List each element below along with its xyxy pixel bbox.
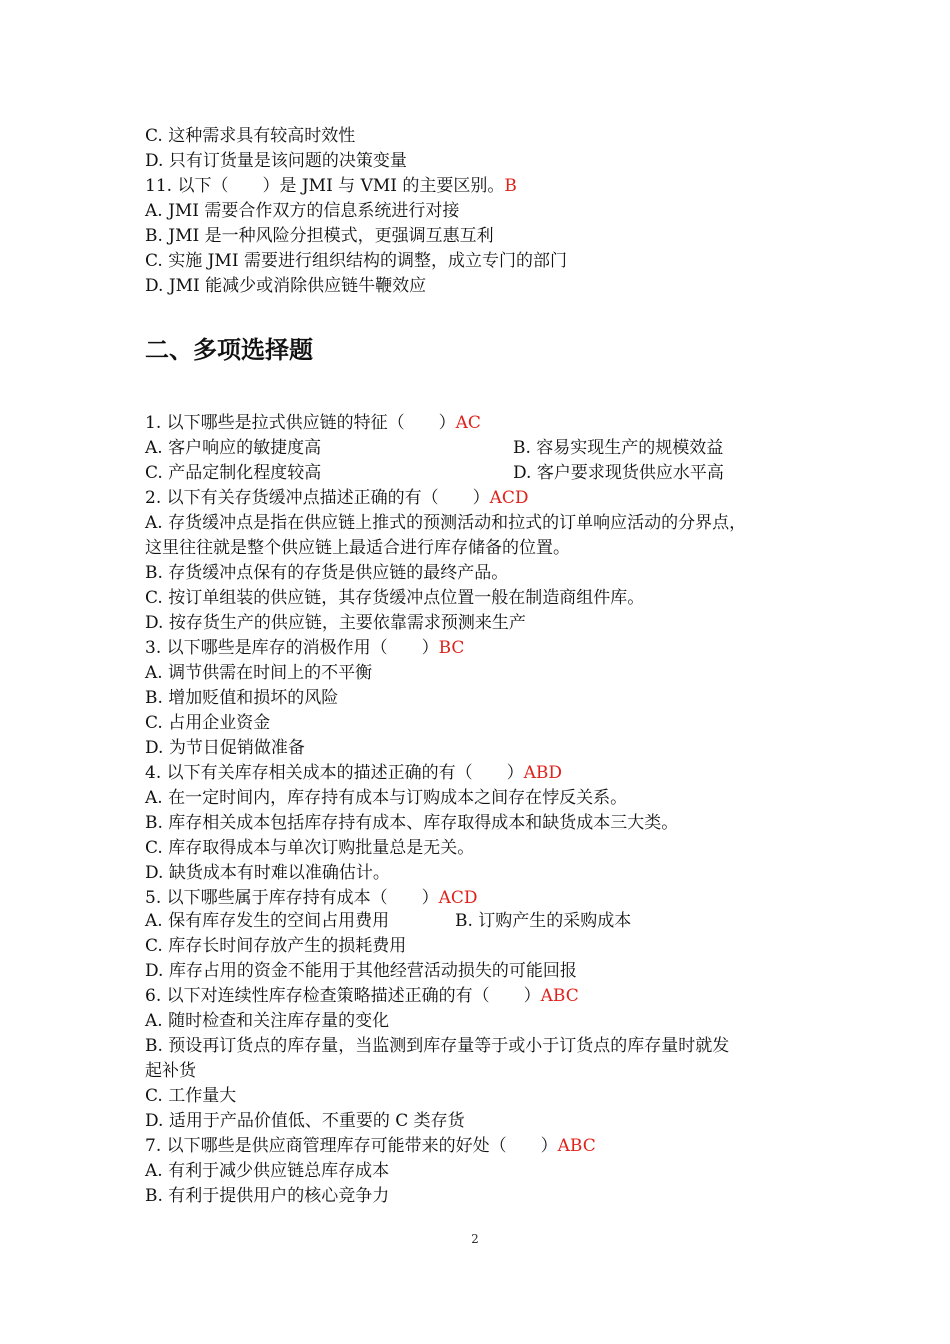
text-line xyxy=(145,124,355,149)
line-text: A. 调节供需在时间上的不平衡 xyxy=(145,663,373,683)
text-line xyxy=(145,511,746,536)
answer-key: ABD xyxy=(523,763,563,783)
line-text: B. 存货缓冲点保有的存货是供应链的最终产品。 xyxy=(145,563,509,583)
line-text: C. 实施 JMI 需要进行组织结构的调整，成立专门的部门 xyxy=(145,251,567,271)
question-stem xyxy=(145,486,529,511)
text-line xyxy=(145,736,305,761)
text-line xyxy=(145,561,508,586)
line-text: C. 库存取得成本与单次订购批量总是无关。 xyxy=(145,838,475,858)
text-line xyxy=(145,861,390,886)
text-line xyxy=(145,786,627,811)
line-text: 起补货 xyxy=(145,1061,196,1081)
line-text: D. 按存货生产的供应链，主要依靠需求预测来生产 xyxy=(145,613,526,633)
answer-key: B xyxy=(504,176,517,196)
line-text: D. 库存占用的资金不能用于其他经营活动损失的可能回报 xyxy=(145,961,577,981)
text-line xyxy=(145,1184,389,1209)
text-line xyxy=(145,959,577,984)
line-text: 3. 以下哪些是库存的消极作用（ ） xyxy=(145,638,439,658)
line-text: A. 存货缓冲点是指在供应链上推式的预测活动和拉式的订单响应活动的分界点， xyxy=(145,513,747,533)
question-stem xyxy=(145,1134,596,1159)
text-line xyxy=(145,224,494,249)
line-text: A. 随时检查和关注库存量的变化 xyxy=(145,1011,390,1031)
text-line xyxy=(145,536,570,561)
answer-key: ACD xyxy=(438,888,478,908)
text-line xyxy=(145,711,270,736)
line-text: C. 库存长时间存放产生的损耗费用 xyxy=(145,936,407,956)
question-stem: 1. 以下哪些是拉式供应链的特征（ ）AC xyxy=(145,413,481,433)
text-line xyxy=(145,661,372,686)
line-text: D. 只有订货量是该问题的决策变量 xyxy=(145,151,407,171)
option-text: A. 保有库存发生的空间占用费用 xyxy=(145,911,390,931)
answer-key: ABC xyxy=(540,986,579,1006)
question-stem xyxy=(145,886,478,911)
line-text: 4. 以下有关库存相关成本的描述正确的有（ ） xyxy=(145,763,524,783)
line-text: 5. 以下哪些属于库存持有成本（ ） xyxy=(145,888,439,908)
line-text: B. 预设再订货点的库存量，当监测到库存量等于或小于订货点的库存量时就发 xyxy=(145,1036,730,1056)
option-row xyxy=(145,436,845,461)
answer-key: ACD xyxy=(489,488,529,508)
line-text: 2. 以下有关存货缓冲点描述正确的有（ ） xyxy=(145,488,490,508)
line-text: B. 有利于提供用户的核心竞争力 xyxy=(145,1186,390,1206)
line-text: B. JMI 是一种风险分担模式，更强调互惠互利 xyxy=(145,226,494,246)
line-text: D. JMI 能减少或消除供应链牛鞭效应 xyxy=(145,276,427,296)
text-line xyxy=(145,811,678,836)
answer-key: BC xyxy=(438,638,465,658)
line-text: D. 缺货成本有时难以准确估计。 xyxy=(145,863,390,883)
text-line xyxy=(145,836,474,861)
question-stem xyxy=(145,636,464,661)
line-text: 11. 以下（ ）是 JMI 与 VMI 的主要区别。 xyxy=(145,176,505,196)
answer-key: AC xyxy=(455,413,481,433)
option-row xyxy=(145,909,845,934)
line-text: 这里往往就是整个供应链上最适合进行库存储备的位置。 xyxy=(145,538,570,558)
line-text: B. 库存相关成本包括库存持有成本、库存取得成本和缺货成本三大类。 xyxy=(145,813,679,833)
text-line xyxy=(145,1034,729,1059)
option-text: C. 产品定制化程度较高 xyxy=(145,463,322,483)
text-line xyxy=(145,611,526,636)
text-line xyxy=(145,1009,389,1034)
text-line xyxy=(145,274,426,299)
option-text: A. 客户响应的敏捷度高 xyxy=(145,438,322,458)
line-text: C. 工作量大 xyxy=(145,1086,237,1106)
text-line xyxy=(145,1059,196,1084)
question-stem xyxy=(145,761,562,786)
line-text: A. JMI 需要合作双方的信息系统进行对接 xyxy=(145,201,460,221)
section-title: 二、多项选择题 xyxy=(145,336,313,364)
text-line xyxy=(145,686,338,711)
option-text: B. 订购产生的采购成本 xyxy=(455,911,632,931)
question-stem xyxy=(145,174,517,199)
line-text: B. 增加贬值和损坏的风险 xyxy=(145,688,339,708)
option-text: B. 容易实现生产的规模效益 xyxy=(513,438,724,458)
line-text: A. 有利于减少供应链总库存成本 xyxy=(145,1161,390,1181)
line-text: C. 按订单组装的供应链，其存货缓冲点位置一般在制造商组件库。 xyxy=(145,588,645,608)
line-text: A. 在一定时间内，库存持有成本与订购成本之间存在悖反关系。 xyxy=(145,788,628,808)
text-line xyxy=(145,1084,236,1109)
question-stem xyxy=(145,984,579,1009)
line-text: 6. 以下对连续性库存检查策略描述正确的有（ ） xyxy=(145,986,541,1006)
line-text: C. 占用企业资金 xyxy=(145,713,271,733)
line-text: D. 适用于产品价值低、不重要的 C 类存货 xyxy=(145,1111,465,1131)
page-number: 2 xyxy=(471,1232,479,1246)
text-line xyxy=(145,1109,465,1134)
answer-key: ABC xyxy=(557,1136,596,1156)
text-line xyxy=(145,934,406,959)
line-text: D. 为节日促销做准备 xyxy=(145,738,305,758)
text-line xyxy=(145,586,644,611)
line-text: 7. 以下哪些是供应商管理库存可能带来的好处（ ） xyxy=(145,1136,558,1156)
text-line xyxy=(145,249,567,274)
option-row xyxy=(145,461,845,486)
text-line xyxy=(145,149,407,174)
line-text: C. 这种需求具有较高时效性 xyxy=(145,126,356,146)
option-text: D. 客户要求现货供应水平高 xyxy=(513,463,724,483)
text-line xyxy=(145,1159,389,1184)
text-line xyxy=(145,199,459,224)
